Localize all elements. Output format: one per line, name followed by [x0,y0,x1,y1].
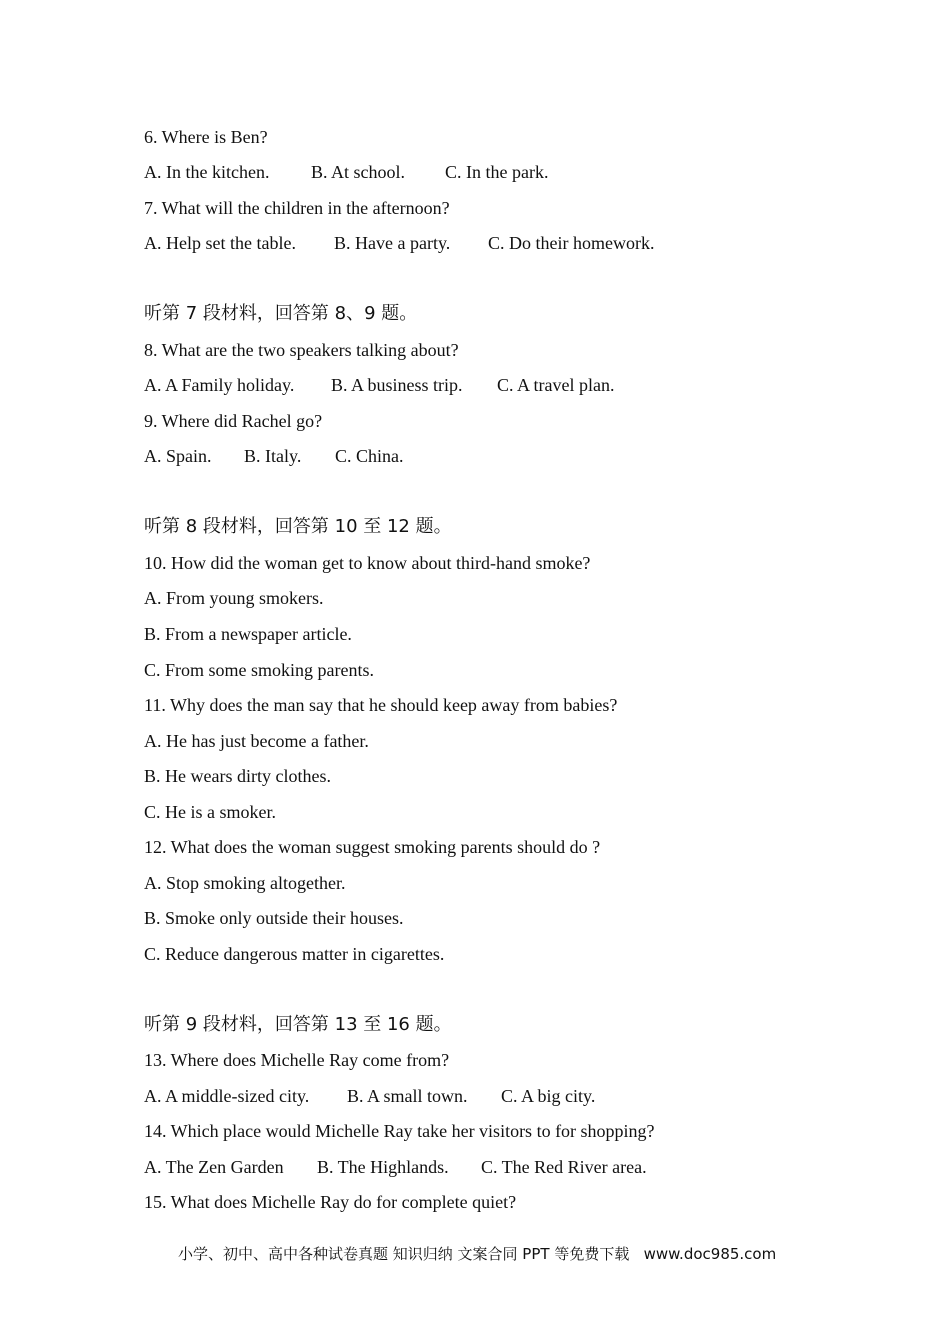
question-9: 9. Where did Rachel go? [144,411,323,431]
section-heading-8: 听第 8 段材料，回答第 10 至 12 题。 [144,516,452,537]
q11-option-c: C. He is a smoker. [144,802,276,822]
q6-option-b: B. At school. [311,162,406,182]
q8-option-c: C. A travel plan. [497,375,615,395]
q10-option-b: B. From a newspaper article. [144,624,352,644]
section-heading-9: 听第 9 段材料，回答第 13 至 16 题。 [144,1014,452,1035]
q11-option-a: A. He has just become a father. [144,731,369,751]
section-heading-7: 听第 7 段材料，回答第 8、9 题。 [144,303,418,324]
q12-option-c: C. Reduce dangerous matter in cigarettes. [144,944,445,964]
page-footer: 小学、初中、高中各种试卷真题 知识归纳 文案合同 PPT 等免费下载 www.doc985.com [178,1245,777,1263]
q13-option-c: C. A big city. [501,1086,596,1106]
question-14: 14. Which place would Michelle Ray take her visitors to for shopping? [144,1121,655,1141]
q10-option-a: A. From young smokers. [144,588,324,608]
q6-option-c: C. In the park. [445,162,549,182]
q12-option-a: A. Stop smoking altogether. [144,873,346,893]
q14-option-b: B. The Highlands. [317,1157,449,1177]
question-13: 13. Where does Michelle Ray come from? [144,1050,450,1070]
q13-option-b: B. A small town. [347,1086,468,1106]
question-8: 8. What are the two speakers talking about? [144,340,459,360]
q13-option-a: A. A middle-sized city. [144,1086,310,1106]
q14-option-c: C. The Red River area. [481,1157,647,1177]
q7-option-b: B. Have a party. [334,233,451,253]
q9-option-c: C. China. [335,446,404,466]
question-10: 10. How did the woman get to know about third-hand smoke? [144,553,591,573]
q6-option-a: A. In the kitchen. [144,162,270,182]
q9-option-a: A. Spain. [144,446,212,466]
q12-option-b: B. Smoke only outside their houses. [144,908,404,928]
q10-option-c: C. From some smoking parents. [144,660,374,680]
question-6: 6. Where is Ben? [144,127,268,147]
question-15: 15. What does Michelle Ray do for complete quiet? [144,1192,517,1212]
question-7: 7. What will the children in the afternoon? [144,198,450,218]
q8-option-b: B. A business trip. [331,375,463,395]
q8-option-a: A. A Family holiday. [144,375,295,395]
question-12: 12. What does the woman suggest smoking parents should do ? [144,837,601,857]
q9-option-b: B. Italy. [244,446,302,466]
q7-option-c: C. Do their homework. [488,233,655,253]
q7-option-a: A. Help set the table. [144,233,296,253]
q11-option-b: B. He wears dirty clothes. [144,766,331,786]
question-11: 11. Why does the man say that he should keep away from babies? [144,695,618,715]
q14-option-a: A. The Zen Garden [144,1157,284,1177]
